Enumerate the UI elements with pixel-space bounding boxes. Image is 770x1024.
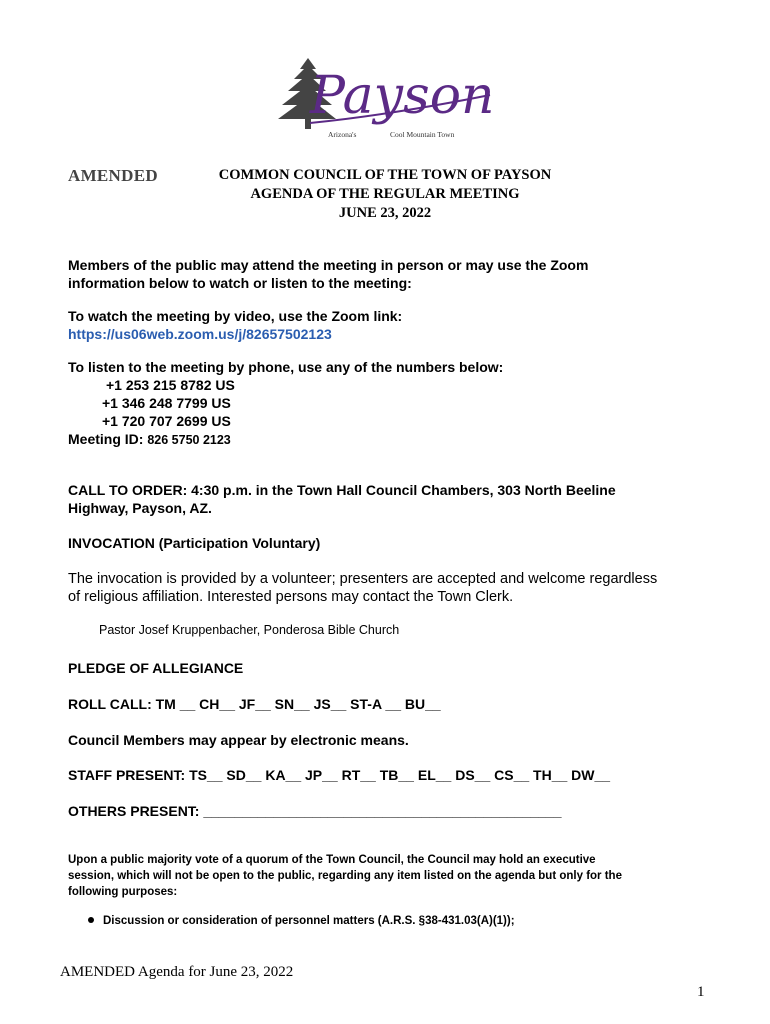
title-line-2: AGENDA OF THE REGULAR MEETING (250, 186, 520, 202)
meeting-id-value: 826 5750 2123 (147, 433, 231, 447)
video-section (68, 307, 708, 343)
call-to-order (68, 481, 708, 517)
call-to-order-line-1: CALL TO ORDER: 4:30 p.m. in the Town Hall Council Chambers, 303 North Beeline (68, 482, 616, 498)
executive-session-notice (68, 852, 708, 900)
payson-logo-graphic (270, 55, 500, 145)
phone-label: To listen to the meeting by phone, use any of the numbers below: (68, 359, 504, 375)
title-line-3: JUNE 23, 2022 (338, 205, 432, 221)
phone-section (68, 358, 708, 449)
intro-line-2: information below to watch or listen to the meeting: (68, 275, 412, 291)
meeting-id-label: Meeting ID: (68, 431, 144, 447)
page-footer: AMENDED Agenda for June 23, 2022 (60, 964, 294, 980)
call-to-order-line-2: Highway, Payson, AZ. (68, 500, 212, 516)
others-present: OTHERS PRESENT: ______________________________________________ (68, 803, 562, 819)
logo-tagline-left: Arizona's (328, 130, 357, 139)
payson-logo (270, 55, 500, 145)
phone-number-2: +1 346 248 7799 US (102, 395, 231, 411)
executive-bullet-text: Discussion or consideration of personnel matters (A.R.S. §38-431.03(A)(1)); (103, 915, 515, 927)
meeting-id-row (68, 430, 708, 449)
invocation-body (68, 570, 708, 606)
phone-number-1: +1 253 215 8782 US (106, 377, 235, 393)
invocation-presenter: Pastor Josef Kruppenbacher, Ponderosa Bible Church (99, 623, 400, 637)
electronic-notice: Council Members may appear by electronic means. (68, 732, 409, 748)
roll-call: ROLL CALL: TM __ CH__ JF__ SN__ JS__ ST-A __ BU__ (68, 696, 441, 712)
video-label: To watch the meeting by video, use the Zoom link: (68, 308, 403, 324)
staff-present: STAFF PRESENT: TS__ SD__ KA__ JP__ RT__ TB__ EL__ DS__ CS__ TH__ DW__ (68, 767, 611, 783)
intro-line-1: Members of the public may attend the meeting in person or may use the Zoom (68, 257, 589, 273)
agenda-title (170, 166, 600, 223)
logo-name: Payson (310, 66, 495, 126)
executive-line-2: session, which will not be open to the public, regarding any item listed on the agenda but only for the (68, 870, 622, 882)
invocation-line-1: The invocation is provided by a volunteer; presenters are accepted and welcome regardless (68, 571, 658, 587)
executive-line-1: Upon a public majority vote of a quorum of the Town Council, the Council may hold an executive (68, 854, 596, 866)
executive-line-3: following purposes: (68, 886, 178, 898)
title-line-1: COMMON COUNCIL OF THE TOWN OF PAYSON (218, 167, 552, 183)
zoom-link[interactable]: https://us06web.zoom.us/j/82657502123 (68, 326, 332, 342)
public-attendance-notice (68, 256, 708, 292)
logo-tagline-right: Cool Mountain Town (390, 130, 455, 139)
invocation-heading: INVOCATION (Participation Voluntary) (68, 535, 321, 551)
invocation-line-2: of religious affiliation. Interested persons may contact the Town Clerk. (68, 589, 514, 605)
amended-label: AMENDED (68, 166, 158, 185)
pledge-heading: PLEDGE OF ALLEGIANCE (68, 660, 244, 676)
executive-bullet-item (88, 915, 515, 927)
bullet-icon (88, 917, 94, 923)
page-number: 1 (697, 984, 705, 1000)
phone-number-3: +1 720 707 2699 US (102, 413, 231, 429)
